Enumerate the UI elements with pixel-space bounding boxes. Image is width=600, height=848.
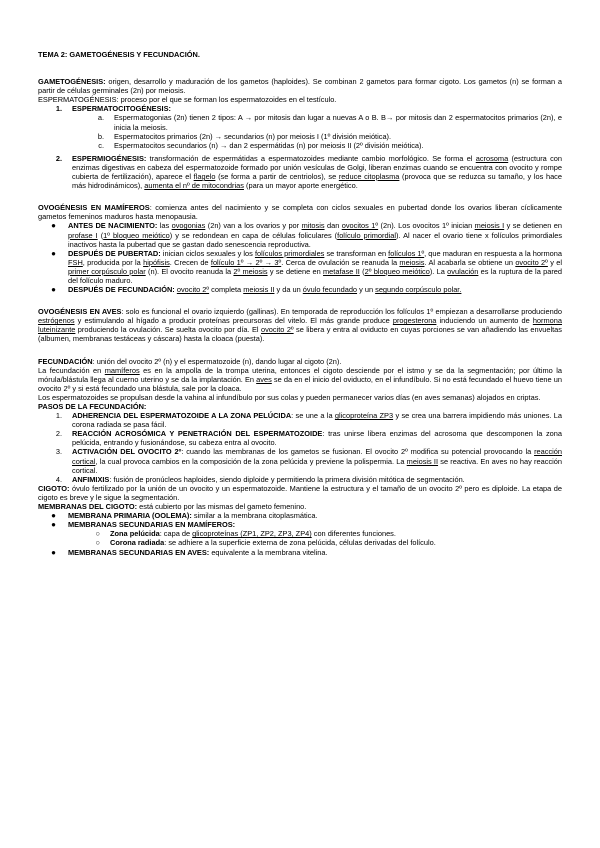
pasos-heading: PASOS DE LA FECUNDACIÓN: — [38, 402, 147, 411]
bullet-icon: ● — [51, 285, 56, 295]
circle-bullet-icon: ○ — [95, 538, 100, 548]
list-item: ● DESPUÉS DE FECUNDACIÓN: ovocito 2º completa meiosis II y da un óvulo fecundado y un segundo corpúsculo polar. — [38, 285, 562, 294]
ovogenesis-aves-heading: OVOGÉNESIS EN AVES — [38, 307, 122, 317]
list-item: 1. ADHERENCIA DEL ESPERMATOZOIDE A LA ZONA PELÚCIDA: se une a la glicoproteína ZP3 y se crea una barrera impidiendo más uniones. La corona radiada se pasa fácil. — [55, 411, 563, 430]
list-item: ● MEMBRANAS SECUNDARIAS EN MAMÍFEROS: — [38, 520, 562, 529]
bullet-icon: ● — [51, 221, 56, 231]
ovogenesis-mamiferos-paragraph: OVOGÉNESIS EN MAMÍFEROS: comienza antes del nacimiento y se completa con ciclos sexuales en pubertad donde los ovarios liberan cíclicamente gametos femeninos maduros hasta menopausia. — [38, 203, 562, 222]
list-item: 1. ESPERMATOCITOGÉNESIS: — [55, 104, 171, 114]
list-item: 4. ANFIMIXIS: fusión de pronúcleos haploides, siendo diploide y permitiendo la primera división mitótica de segmentación. — [55, 474, 465, 484]
list-item: ● ANTES DE NACIMIENTO: las ovogonias (2n) van a los ovarios y por mitosis dan ovocitos 1º (2n). Los ovocitos 1º inician meiosis I y se detienen en profase I (1º bloqueo meiótico) y se redondean en capa de células foliculares (folículo primordial). Al nacer el ovario tiene x folículos primordiales inactivos hasta la pubertad que se gastan dado senescencia reproductiva. — [38, 221, 562, 248]
bullet-icon: ● — [51, 511, 56, 521]
cigoto-paragraph: CIGOTO: óvulo fertilizado por la unión de un ovocito y un espermatozoide. Mantiene la estructura y el tamaño de un ovocito 2º pero es diploide. La etapa de cigoto es breve y le sigue la segmentación. — [38, 483, 562, 502]
list-item: b. Espermatocitos primarios (2n) → secundarios (n) por meiosis I (1º división meiótica). — [97, 131, 392, 141]
espermatocitogenesis-heading: ESPERMATOCITOGÉNESIS: — [72, 104, 171, 114]
list-item: ● MEMBRANAS SECUNDARIAS EN AVES: equivalente a la membrana vitelina. — [38, 548, 562, 557]
membranas-cigoto-paragraph: MEMBRANAS DEL CIGOTO: está cubierto por las mismas del gameto femenino. — [38, 502, 307, 512]
page-title: TEMA 2: GAMETOGÉNESIS Y FECUNDACIÓN. — [38, 50, 200, 59]
list-item: ● MEMBRANA PRIMARIA (OOLEMA): similar a la membrana citoplasmática. — [38, 511, 562, 520]
list-item: ○ Zona pelúcida: capa de glicoproteínas (ZP1, ZP2, ZP3, ZP4) con diferentes funciones. — [38, 529, 562, 538]
espermiogenesis-heading: ESPERMIOGÉNESIS: — [72, 153, 147, 163]
ovogenesis-aves-paragraph: OVOGÉNESIS EN AVES: solo es funcional el ovario izquierdo (gallinas). En temporada de reproducción los folículos 1º empiezan a desarrollarse produciendo estrógenos y estimulando al hígado a producir proteínas precursoras del vitelo. El más grande produce progesterona induciendo un aumento de hormona luteinizante produciendo la ovulación. Se suelta ovocito por día. El ovocito 2º se libera y entra al oviducto en cuyas porciones se van añadiendo las envueltas (albumen, membranas testáceas y cáscara) hasta la cloaca (puesta). — [38, 307, 562, 344]
list-item: a. Espermatogonias (2n) tienen 2 tipos: A → por mitosis dan lugar a nuevas A o B. B→ por mitosis dan 2 espermatocitos primarios (2n), e inicia la meiosis. — [97, 113, 562, 132]
circle-bullet-icon: ○ — [95, 529, 100, 539]
list-item: 2. ESPERMIOGÉNESIS: transformación de espermátidas a espermatozoides mediante cambio morfológico. Se forma el acrosoma (estructura con enzimas digestivas en cabeza del espermatozoide formado por unión vesículas de Golgi, liberan enzimas cuando se encuentra con ovocito y rompe cubierta de fertilización), aparece el flagelo (se forma a partir de centriolos), se reduce citoplasma (provoca que se reduzca su tamaño, y los hace más hidrodinámicos), aumenta el nº de mitocondrias (para un mayor aporte energético. — [55, 153, 562, 191]
list-item: ● DESPUÉS DE PUBERTAD: inician ciclos sexuales y los folículos primordiales se transforman en folículos 1º, que maduran en respuesta a la hormona FSH, producida por la hipófisis. Crecen de folículo 1º → 2º → 3º. Cerca de ovulación se reanuda la meiosis. Al acabarla se obtiene un ovocito 2º y el primer corpúsculo polar (n). El ovocito reanuda la 2º meiosis y se detiene en metafase II (2º bloqueo meiótico). La ovulación es la ruptura de la pared del folículo maduro. — [38, 249, 562, 285]
fecundacion-heading: FECUNDACIÓN — [38, 356, 93, 366]
list-item: c. Espermatocitos secundarios (n) → dan 2 espermátidas (n) por meiosis II (2º división meiótica). — [98, 140, 424, 150]
list-item: 3. ACTIVACIÓN DEL OVOCITO 2º: cuando las membranas de los gametos se fusionan. El ovocito 2º modifica su potencial provocando la reacción cortical, la cual provoca cambios en la composición de la zona pelúcida y previene la polispermia. La meiosis II se reactiva. En aves no hay reacción cortical. — [55, 447, 562, 475]
bullet-icon: ● — [51, 520, 56, 530]
list-item: ○ Corona radiada: se adhiere a la superficie externa de zona pelúcida, células derivadas del folículo. — [38, 538, 562, 547]
espermatozoides-paragraph: Los espermatozoides se propulsan desde la vahina al infundíbulo por sus colas y pueden permanecer varios días (en aves semanas) alojados en criptas. — [38, 392, 541, 402]
list-item: 2. REACCIÓN ACROSÓMICA Y PENETRACIÓN DEL ESPERMATOZOIDE: tras unirse libera enzimas del acrosoma que descomponen la zona pelúcida, entrando y fusionándose, su cabeza entra al ovocito. — [55, 429, 562, 448]
gametogenesis-paragraph: GAMETOGÉNESIS: origen, desarrollo y maduración de los gametos (haploides). Se combinan 2 gametos para formar cigoto. Los gametos (n) se forman a partir de células germinales (2n) por meiosis. — [38, 77, 562, 96]
bullet-icon: ● — [51, 547, 56, 557]
fecundacion-lugar-paragraph: La fecundación en mamíferos es en la ampolla de la trompa uterina, entonces el cigoto desciende por el istmo y se da la segmentación; por último la mórula/blástula llega al cuerno uterino y se da la implantación. En aves se da en el inicio del oviducto, en el infundíbulo. Si no está fecundado el huevo tiene un ovocito 2º y si está fecundado una blástula, sale por la cloaca. — [38, 365, 563, 393]
gametogenesis-heading: GAMETOGÉNESIS: — [38, 77, 106, 87]
cigoto-heading: CIGOTO: — [38, 483, 70, 493]
ovogenesis-mamiferos-heading: OVOGÉNESIS EN MAMÍFEROS — [38, 203, 150, 213]
espermatogenesis-line: ESPERMATOGÉNESIS: proceso por el que se forman los espermatozoides en el testículo. — [38, 95, 337, 105]
fecundacion-paragraph: FECUNDACIÓN: unión del ovocito 2º (n) y el espermatozoide (n), dando lugar al cigoto (2n). — [38, 356, 342, 366]
bullet-icon: ● — [51, 248, 56, 258]
